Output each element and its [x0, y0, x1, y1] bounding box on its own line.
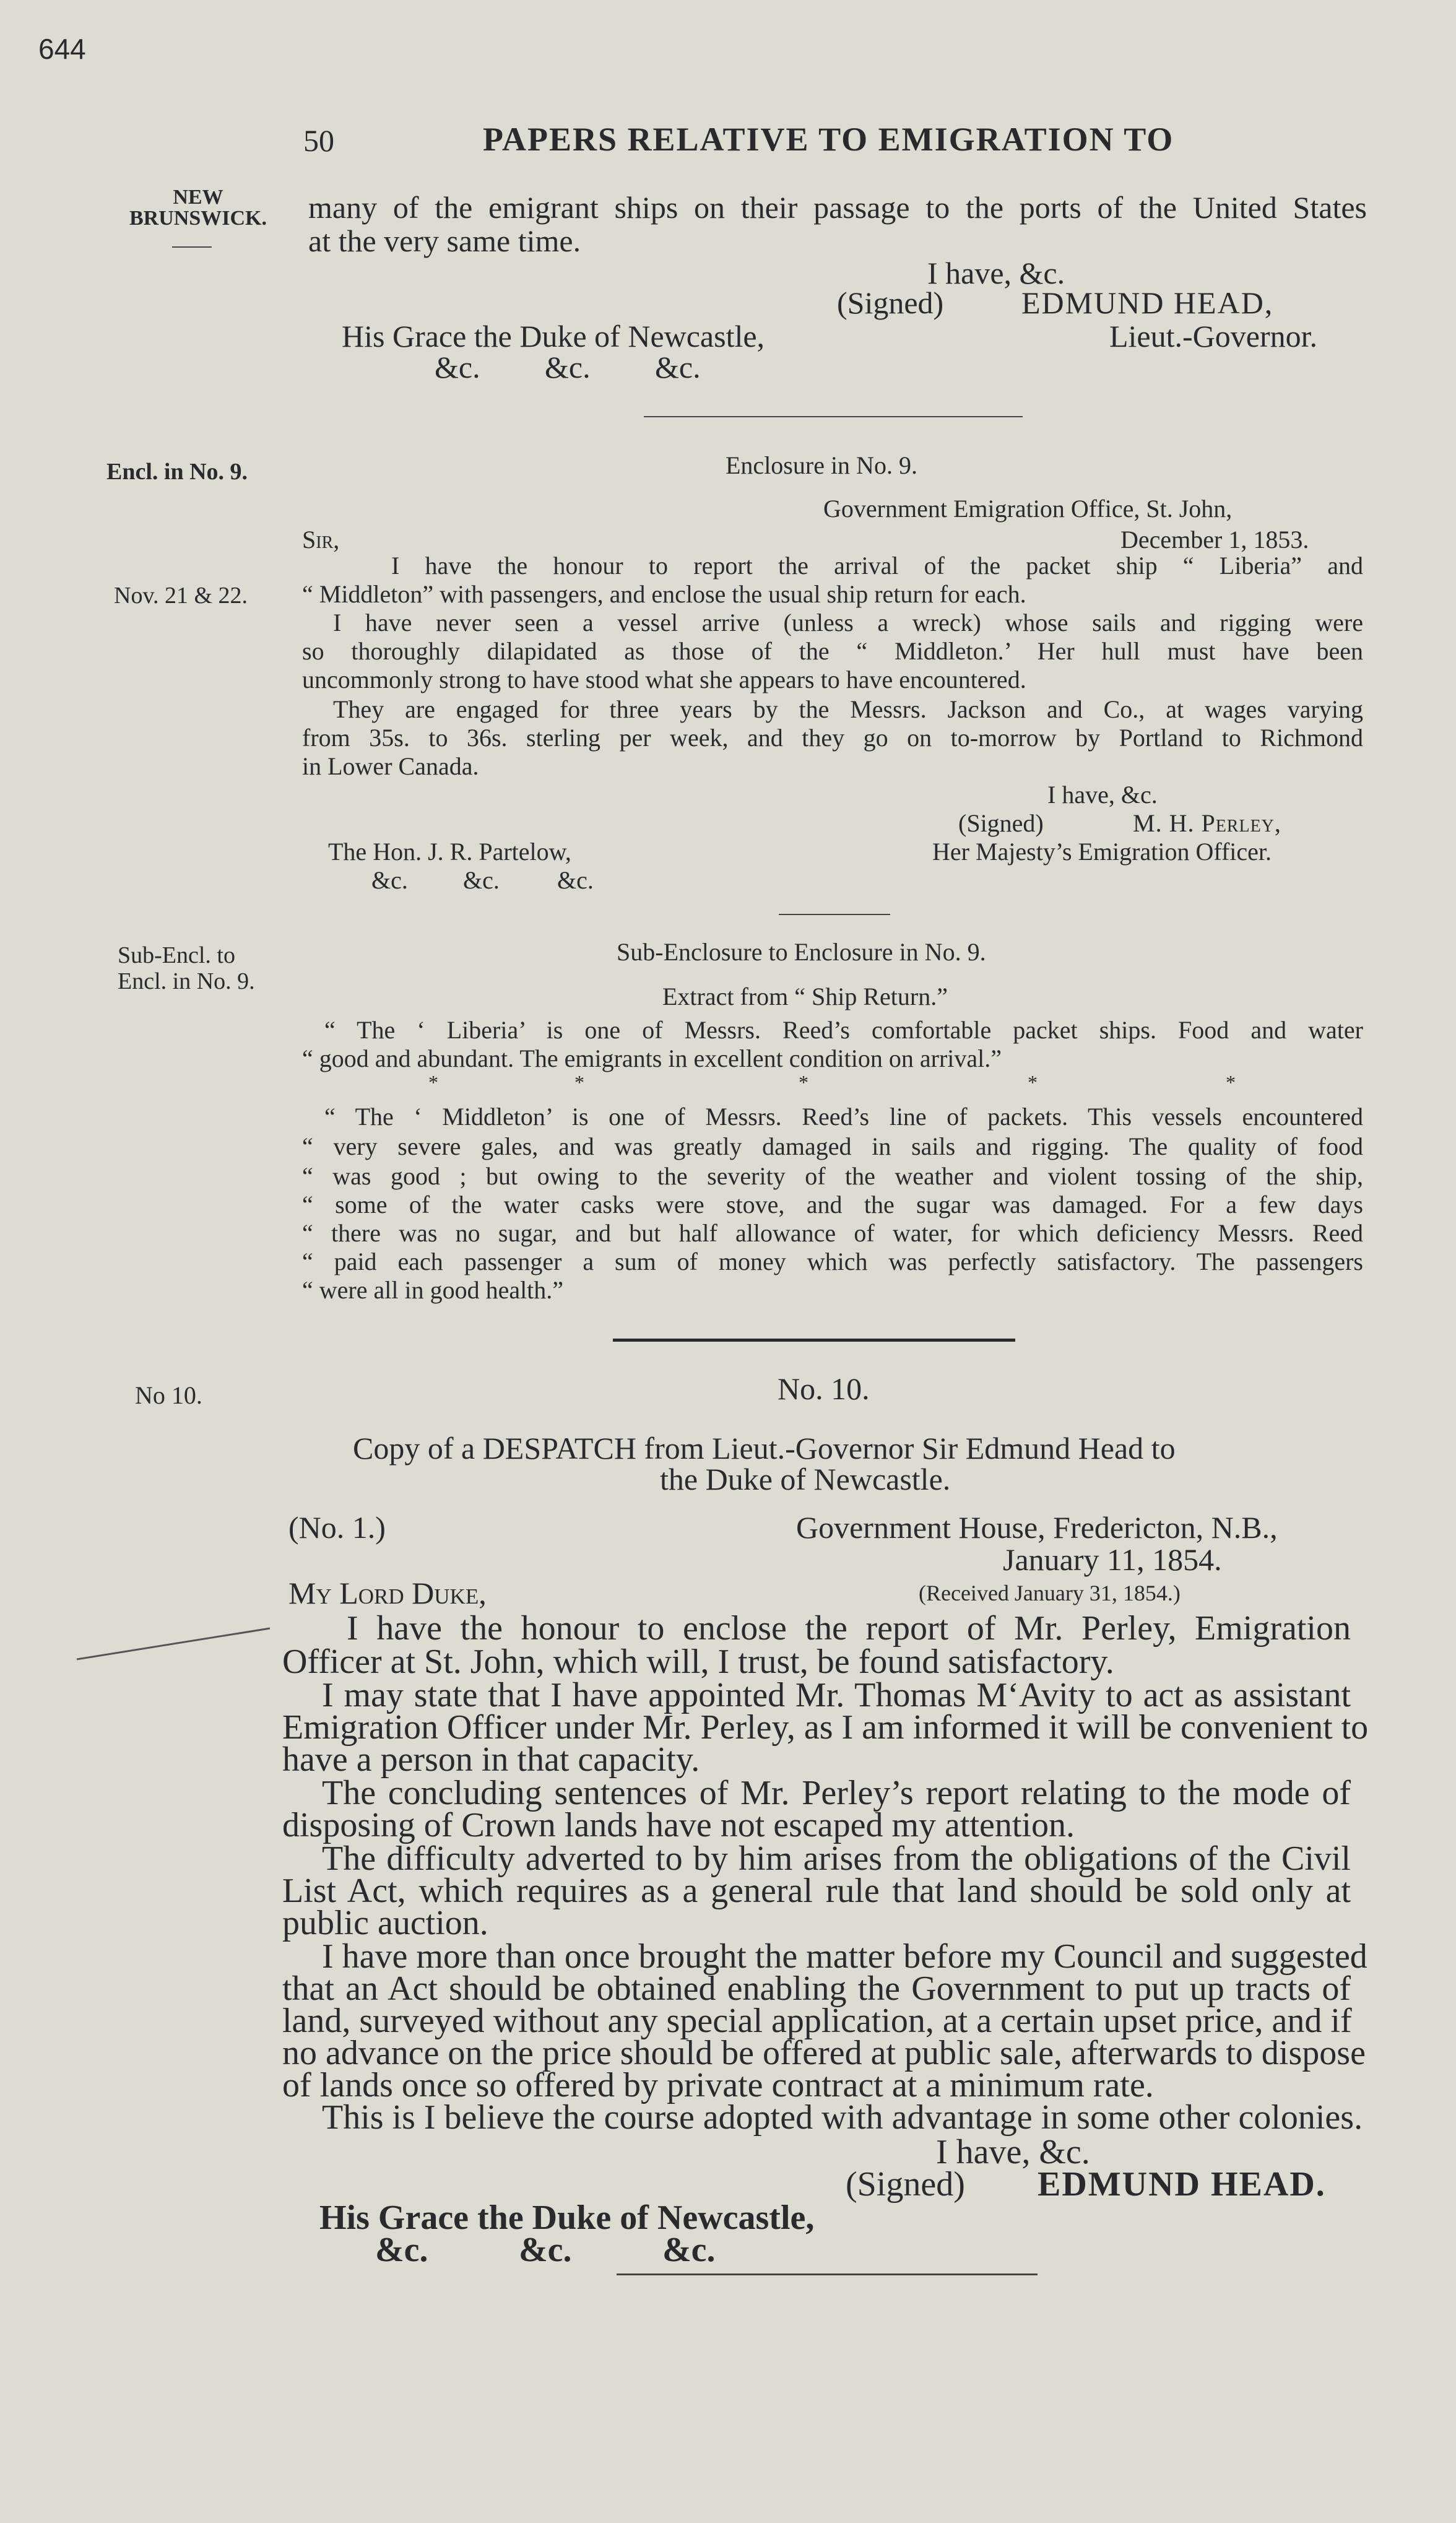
- star-5: *: [1226, 1071, 1236, 1093]
- encl9-signer: M. H. Perley,: [1133, 809, 1281, 837]
- encl9-line-8: in Lower Canada.: [302, 752, 479, 780]
- no10-date: January 11, 1854.: [1003, 1542, 1222, 1577]
- encl9-salutation: Sir,: [302, 526, 340, 554]
- top-line-1: many of the emigrant ships on their passage to the ports of the United States: [308, 190, 1367, 225]
- top-title: Lieut.-Governor.: [1109, 319, 1318, 354]
- top-line-2: at the very same time.: [308, 224, 581, 258]
- pencil-mark: [74, 1625, 272, 1662]
- scan-page-number: 644: [38, 33, 86, 65]
- section-rule-2: [779, 914, 890, 915]
- no10-line-1: I have the honour to enclose the report of Mr. Perley, Emigration: [347, 1609, 1351, 1648]
- encl9-signed: (Signed): [958, 809, 1044, 837]
- no10-salutation: My Lord Duke,: [288, 1576, 487, 1610]
- margin-no10: No 10.: [135, 1381, 202, 1409]
- no10-close: I have, &c.: [936, 2133, 1090, 2171]
- encl9-etc-1: &c.: [371, 866, 408, 894]
- encl9-date: December 1, 1853.: [1120, 526, 1309, 554]
- subencl-p2-line-5: “ there was no sugar, and but half allowance of water, for which deficiency Messrs. Reed: [302, 1219, 1363, 1247]
- subencl-subheading: Extract from “ Ship Return.”: [662, 983, 948, 1010]
- encl9-line-3: I have never seen a vessel arrive (unless a wreck) whose sails and rigging were: [333, 609, 1363, 636]
- top-etc-1: &c.: [435, 350, 480, 384]
- no10-signer: EDMUND HEAD.: [1038, 2165, 1326, 2204]
- no10-heading: No. 10.: [778, 1371, 870, 1406]
- no10-line-6: The concluding sentences of Mr. Perley’s report relating to the mode of: [322, 1774, 1351, 1812]
- no10-received: (Received January 31, 1854.): [919, 1581, 1181, 1605]
- margin-encl9-date: Nov. 21 & 22.: [114, 583, 248, 609]
- no10-address: Government House, Fredericton, N.B.,: [796, 1510, 1278, 1545]
- no10-line-5: have a person in that capacity.: [282, 1740, 700, 1779]
- no10-line-11: I have more than once brought the matter before my Council and suggested: [322, 1937, 1367, 1976]
- subencl-p2-line-4: “ some of the water casks were stove, and the sugar was damaged. For a few days: [302, 1191, 1363, 1218]
- no10-line-9: List Act, which requires as a general rule that land should be sold only at: [282, 1872, 1351, 1910]
- star-3: *: [799, 1071, 808, 1093]
- margin-encl9: Encl. in No. 9.: [106, 459, 248, 485]
- subencl-p2-line-3: “ was good ; but owing to the severity of the weather and violent tossing of the ship,: [302, 1162, 1363, 1190]
- no10-line-7: disposing of Crown lands have not escaped my attention.: [282, 1806, 1075, 1844]
- subencl-p2-line-7: “ were all in good health.”: [302, 1276, 564, 1304]
- subencl-p1-line-1: “ The ‘ Liberia’ is one of Messrs. Reed’s comfortable packet ships. Food and water: [324, 1016, 1363, 1044]
- encl9-line-1: I have the honour to report the arrival of the packet ship “ Liberia” and: [391, 552, 1363, 580]
- encl9-office-title: Her Majesty’s Emigration Officer.: [932, 838, 1272, 866]
- no10-line-8: The difficulty adverted to by him arises from the obligations of the Civil: [322, 1839, 1351, 1878]
- top-addressee: His Grace the Duke of Newcastle,: [342, 319, 765, 354]
- encl9-addressee: The Hon. J. R. Partelow,: [328, 838, 571, 866]
- encl9-line-4: so thoroughly dilapidated as those of the “ Middleton.’ Her hull must have been: [302, 637, 1363, 665]
- encl9-heading: Enclosure in No. 9.: [726, 451, 917, 479]
- no10-line-12: that an Act should be obtained enabling the Government to put up tracts of: [282, 1969, 1351, 2008]
- encl9-etc-2: &c.: [463, 866, 500, 894]
- top-etc-2: &c.: [545, 350, 591, 384]
- section-rule-4: [617, 2273, 1038, 2275]
- no10-line-2: Officer at St. John, which will, I trust, be found satisfactory.: [282, 1643, 1114, 1681]
- no10-line-16: This is I believe the course adopted with advantage in some other colonies.: [322, 2098, 1363, 2137]
- no10-line-4: Emigration Officer under Mr. Perley, as I am informed it will be convenient to: [282, 1708, 1369, 1747]
- star-2: *: [574, 1071, 584, 1093]
- no10-line-15: of lands once so offered by private contract at a minimum rate.: [282, 2066, 1154, 2104]
- no10-line-3: I may state that I have appointed Mr. Thomas M‘Avity to act as assistant: [322, 1676, 1351, 1714]
- margin-subencl: [118, 942, 255, 994]
- no10-title-line-1: Copy of a DESPATCH from Lieut.-Governor Sir Edmund Head to: [353, 1431, 1176, 1466]
- margin-subencl-line2: Encl. in No. 9.: [118, 968, 255, 994]
- no10-line-13: land, surveyed without any special application, at a certain upset price, and if: [282, 2002, 1352, 2040]
- star-1: *: [428, 1071, 438, 1093]
- subencl-p2-line-6: “ paid each passenger a sum of money which was perfectly satisfactory. The passengers: [302, 1248, 1363, 1275]
- encl9-line-7: from 35s. to 36s. sterling per week, and they go on to-morrow by Portland to Richmond: [302, 724, 1363, 752]
- top-close: I have, &c.: [927, 256, 1065, 290]
- subencl-p2-line-1: “ The ‘ Middleton’ is one of Messrs. Reed’s line of packets. This vessels encountered: [324, 1103, 1363, 1131]
- encl9-etc-3: &c.: [557, 866, 594, 894]
- margin-region: [118, 187, 279, 229]
- running-head-number: 50: [303, 123, 334, 158]
- subencl-p2-line-2: “ very severe gales, and was greatly damaged in sails and rigging. The quality of food: [302, 1132, 1363, 1160]
- top-signed: (Signed): [837, 285, 944, 320]
- no10-etc-2: &c.: [519, 2231, 572, 2269]
- no10-signed: (Signed): [846, 2165, 965, 2204]
- subencl-p1-line-2: “ good and abundant. The emigrants in excellent condition on arrival.”: [302, 1044, 1002, 1072]
- margin-region-line2: BRUNSWICK.: [129, 207, 267, 230]
- no10-line-10: public auction.: [282, 1904, 488, 1942]
- margin-dash: [172, 246, 212, 248]
- star-4: *: [1028, 1071, 1038, 1093]
- top-etc-3: &c.: [655, 350, 701, 384]
- section-rule-3: [613, 1339, 1015, 1342]
- no10-addressee: His Grace the Duke of Newcastle,: [319, 2199, 815, 2237]
- encl9-line-6: They are engaged for three years by the Messrs. Jackson and Co., at wages varying: [333, 695, 1363, 723]
- no10-etc-1: &c.: [375, 2231, 428, 2269]
- encl9-office: Government Emigration Office, St. John,: [823, 495, 1233, 523]
- no10-etc-3: &c.: [662, 2231, 716, 2269]
- encl9-close: I have, &c.: [1047, 781, 1158, 809]
- no10-number: (No. 1.): [288, 1510, 386, 1545]
- encl9-line-5: uncommonly strong to have stood what she appears to have encountered.: [302, 666, 1026, 693]
- margin-region-line1: NEW: [173, 186, 223, 209]
- no10-line-14: no advance on the price should be offered at public sale, afterwards to dispose: [282, 2034, 1366, 2072]
- subencl-heading: Sub-Enclosure to Enclosure in No. 9.: [617, 938, 986, 966]
- margin-subencl-line1: Sub-Encl. to: [118, 942, 235, 968]
- section-rule-1: [644, 416, 1023, 417]
- no10-title-line-2: the Duke of Newcastle.: [660, 1462, 951, 1496]
- encl9-line-2: “ Middleton” with passengers, and enclose the usual ship return for each.: [302, 580, 1026, 608]
- pencil-stroke: [77, 1628, 270, 1659]
- running-head-title: PAPERS RELATIVE TO EMIGRATION TO: [483, 121, 1174, 158]
- top-signer: EDMUND HEAD,: [1021, 285, 1274, 320]
